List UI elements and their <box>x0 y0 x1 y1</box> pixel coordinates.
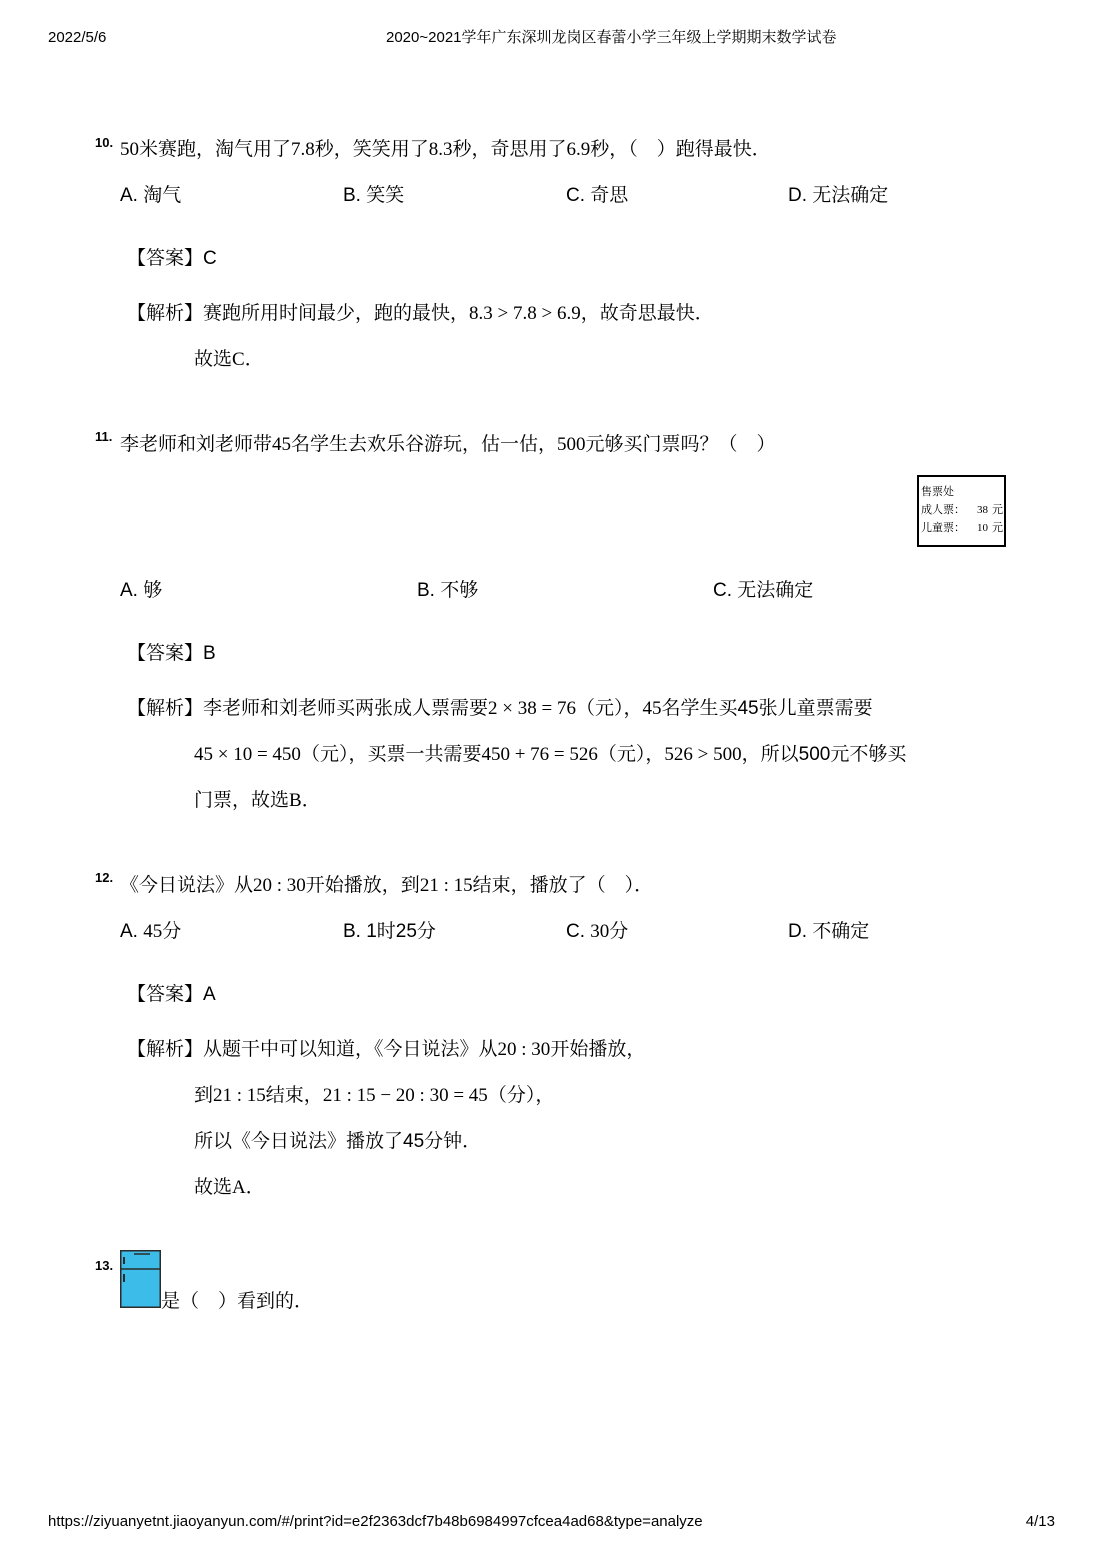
answer-label: 【答案】 <box>127 984 204 1005</box>
question-number: 13. <box>95 1258 114 1273</box>
text-segment: ，所以500元不够买 <box>741 744 907 765</box>
text-segment: 元够买门票吗？（ ） <box>585 434 776 455</box>
math-segment: 2 × 38 = 76 <box>488 698 576 719</box>
text-segment: 分 <box>609 921 629 942</box>
math-segment: 30 <box>590 921 610 942</box>
answer-value: A <box>203 984 216 1005</box>
text-segment: 结束， <box>265 1085 323 1106</box>
math-segment: 45 <box>642 698 662 719</box>
math-segment: 6.9 <box>566 139 591 160</box>
math-segment: 450 + 76 = 526 <box>481 744 598 765</box>
text-segment: A. 够 <box>120 580 163 601</box>
text-segment: 《今日说法》从 <box>120 875 254 896</box>
text-segment: 故选 <box>194 1177 233 1198</box>
math-segment: 20 : 30 <box>253 875 306 896</box>
analysis-text <box>203 698 873 719</box>
answer-value: B <box>203 643 216 664</box>
ticket-label: 成人票： <box>921 504 965 516</box>
answer-label: 【答案】 <box>127 248 204 269</box>
analysis-line <box>127 1119 645 1165</box>
text-segment: 李老师和刘老师买两张成人票需要 <box>203 698 489 719</box>
text-segment: 名学生买45张儿童票需要 <box>661 698 873 719</box>
text-segment: D. 无法确定 <box>788 185 889 206</box>
analysis <box>127 686 906 824</box>
math-segment: 8.3 > 7.8 > 6.9 <box>469 303 581 324</box>
math-segment: 8.3 <box>428 139 453 160</box>
question-number: 12. <box>95 870 114 885</box>
option-c <box>566 183 628 209</box>
ticket-price: 10 <box>977 522 988 534</box>
ticket-price: 38 <box>977 504 988 516</box>
text-segment: （分）， <box>487 1085 555 1106</box>
text-segment: 秒，笑笑用了 <box>314 139 429 160</box>
math-segment: 526 > 500 <box>664 744 742 765</box>
math-segment: C <box>232 349 245 370</box>
option-a <box>120 578 162 604</box>
analysis-label: 【解析】 <box>127 1039 204 1060</box>
math-segment: 50 <box>120 139 139 160</box>
text-segment: 李老师和刘老师带 <box>120 434 273 455</box>
analysis <box>127 291 714 383</box>
answer <box>127 641 216 667</box>
math-segment: 21 : 15 <box>213 1085 266 1106</box>
text-segment: 米赛跑，淘气用了 <box>139 139 292 160</box>
math-segment: 20 : 30 <box>497 1039 551 1060</box>
text-segment: 分 <box>162 921 182 942</box>
ticket-unit: 元 <box>992 522 1003 534</box>
print-date: 2022/5/6 <box>48 29 107 46</box>
question-number: 10. <box>95 135 114 150</box>
option-a <box>120 183 181 209</box>
math-segment: A <box>232 1177 246 1198</box>
option-d <box>788 919 869 945</box>
text-segment: 门票，故选 <box>194 790 290 811</box>
text-segment: D. 不确定 <box>788 921 870 942</box>
page-url: https://ziyuanyetnt.jiaoyanyun.com/#/print?id=e2f2363dcf7b48b6984997cfcea4ad68&type=analyze <box>48 1513 703 1530</box>
math-segment: 21 : 15 <box>419 875 473 896</box>
math-segment: 500 <box>557 434 586 455</box>
analysis-line <box>127 1073 645 1119</box>
analysis-line <box>127 686 906 732</box>
answer <box>127 982 216 1008</box>
text-segment: （元）， <box>575 698 643 719</box>
analysis-line <box>127 1027 645 1073</box>
text-segment: 秒，奇思用了 <box>452 139 567 160</box>
ticket-label: 儿童票： <box>921 522 965 534</box>
text-segment: 开始播放，到 <box>305 875 420 896</box>
text-segment: （元），买票一共需要 <box>300 744 482 765</box>
option-a <box>120 919 181 945</box>
text-segment: ，故奇思最快． <box>580 303 714 324</box>
math-segment: 21 : 15 − 20 : 30 = 45 <box>322 1085 488 1106</box>
text-segment: 秒，（ ）跑得最快． <box>590 139 771 160</box>
answer-value: C <box>203 248 217 269</box>
text-segment: 开始播放， <box>550 1039 646 1060</box>
page-number: 4/13 <box>1025 1513 1055 1530</box>
text-segment: （元）， <box>597 744 665 765</box>
analysis-line <box>127 732 906 778</box>
text-segment: B. 笑笑 <box>343 185 405 206</box>
analysis-text <box>203 303 714 324</box>
text-segment: A. 淘气 <box>120 185 182 206</box>
analysis-line <box>127 337 714 383</box>
text-segment: C. <box>566 921 591 942</box>
text-segment: 赛跑所用时间最少，跑的最快， <box>203 303 470 324</box>
text-segment: 是（ ）看到的． <box>161 1291 314 1312</box>
math-segment: B <box>289 790 302 811</box>
ticket-row-child <box>921 519 1004 537</box>
option-d <box>788 183 888 209</box>
analysis-line <box>127 291 714 337</box>
text-segment: A. <box>120 921 144 942</box>
text-segment: ． <box>301 790 321 811</box>
text-segment: ． <box>244 349 264 370</box>
question-stem <box>161 1289 313 1315</box>
analysis <box>127 1027 645 1211</box>
math-segment: 7.8 <box>291 139 315 160</box>
ticket-price-box <box>917 475 1006 547</box>
analysis-text <box>203 1039 645 1060</box>
analysis-label: 【解析】 <box>127 698 204 719</box>
text-segment: 到 <box>194 1085 214 1106</box>
text-segment: ． <box>245 1177 265 1198</box>
text-segment: 结束，播放了（ ）． <box>472 875 654 896</box>
answer-label: 【答案】 <box>127 643 204 664</box>
text-segment: 故选 <box>194 349 233 370</box>
text-segment: B. 不够 <box>417 580 479 601</box>
question-number: 11. <box>95 429 113 444</box>
text-segment: B. 1时25分 <box>343 921 436 942</box>
option-b <box>343 183 404 209</box>
ticket-row-adult <box>921 501 1004 519</box>
text-segment: C. 奇思 <box>566 185 629 206</box>
option-c <box>713 578 813 604</box>
option-c <box>566 919 628 945</box>
question-stem <box>120 873 653 899</box>
document-title: 2020~2021学年广东深圳龙岗区春蕾小学三年级上学期期末数学试卷 <box>386 29 837 46</box>
math-segment: 45 <box>272 434 292 455</box>
answer <box>127 246 217 272</box>
question-stem <box>120 432 776 458</box>
option-b <box>343 919 436 945</box>
text-segment: C. 无法确定 <box>713 580 814 601</box>
analysis-line <box>127 1165 645 1211</box>
ticket-unit: 元 <box>992 504 1003 516</box>
text-segment: 所以《今日说法》播放了45分钟． <box>194 1131 482 1152</box>
question-stem <box>120 137 771 163</box>
ticket-box-title: 售票处 <box>921 486 954 498</box>
analysis-line <box>127 778 906 824</box>
text-segment: 名学生去欢乐谷游玩，估一估， <box>291 434 558 455</box>
math-segment: 45 × 10 = 450 <box>194 744 301 765</box>
analysis-label: 【解析】 <box>127 303 204 324</box>
option-b <box>417 578 478 604</box>
fridge-icon <box>120 1250 161 1308</box>
math-segment: 45 <box>143 921 163 942</box>
text-segment: 从题干中可以知道，《今日说法》从 <box>203 1039 498 1060</box>
